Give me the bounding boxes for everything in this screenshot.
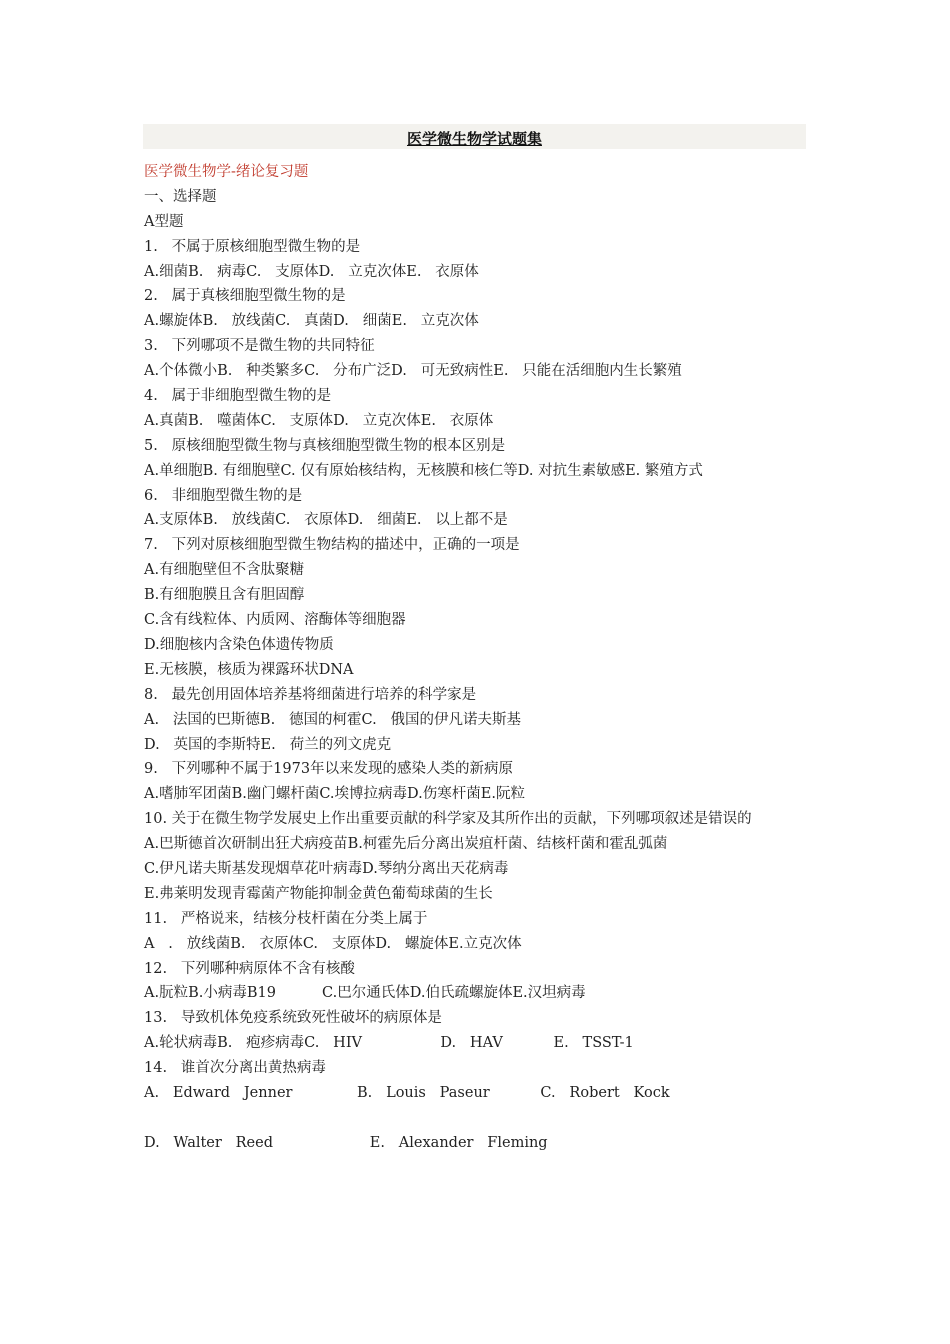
text-line: 14. 谁首次分离出黄热病毒: [144, 1060, 326, 1077]
text-line: E.无核膜，核质为裸露环状DNA: [144, 661, 354, 678]
text-line: A.螺旋体B. 放线菌C. 真菌D. 细菌E. 立克次体: [144, 313, 479, 330]
text-line: A.嗜肺军团菌B.幽门螺杆菌C.埃博拉病毒D.伤寒杆菌E.阮粒: [144, 786, 525, 803]
text-line: A . 放线菌B. 衣原体C. 支原体D. 螺旋体E.立克次体: [144, 935, 522, 952]
doc-body: [144, 160, 808, 1156]
text-line: D.细胞核内含染色体遗传物质: [144, 636, 334, 653]
text-line: 5. 原核细胞型微生物与真核细胞型微生物的根本区别是: [144, 437, 506, 454]
text-line: A.细菌B. 病毒C. 支原体D. 立克次体E. 衣原体: [144, 263, 479, 280]
text-line: A.巴斯德首次研制出狂犬病疫苗B.柯霍先后分离出炭疽杆菌、结核杆菌和霍乱弧菌: [144, 836, 668, 853]
text-line: 3. 下列哪项不是微生物的共同特征: [144, 338, 375, 355]
text-line: 8. 最先创用固体培养基将细菌进行培养的科学家是: [144, 686, 477, 703]
text-line: 11. 严格说来，结核分枝杆菌在分类上属于: [144, 910, 428, 927]
text-line: A.朊粒B.小病毒B19 C.巴尔通氏体D.伯氏疏螺旋体E.汉坦病毒: [144, 985, 586, 1002]
text-line: 7. 下列对原核细胞型微生物结构的描述中，正确的一项是: [144, 537, 520, 554]
text-line: B.有细胞膜且含有胆固醇: [144, 587, 305, 604]
section-heading: 医学微生物学-绪论复习题: [144, 164, 309, 180]
text-line: D. 英国的李斯特E. 荷兰的列文虎克: [144, 736, 392, 753]
text-line: 12. 下列哪种病原体不含有核酸: [144, 960, 355, 977]
text-line: 13. 导致机体免疫系统致死性破坏的病原体是: [144, 1010, 442, 1027]
title-bar: [143, 124, 806, 149]
text-line: 9. 下列哪种不属于1973年以来发现的感染人类的新病原: [144, 761, 514, 778]
blank-line: [144, 1106, 808, 1131]
text-line: 1. 不属于原核细胞型微生物的是: [144, 238, 361, 255]
text-line: 6. 非细胞型微生物的是: [144, 487, 303, 504]
question-type: A型题: [144, 213, 184, 230]
text-line: E.弗莱明发现青霉菌产物能抑制金黄色葡萄球菌的生长: [144, 885, 493, 902]
text-line: A.有细胞壁但不含肽聚糖: [144, 562, 305, 579]
text-line: C.含有线粒体、内质网、溶酶体等细胞器: [144, 612, 406, 629]
part-heading: 一、选择题: [144, 188, 217, 205]
text-line: A.轮状病毒B. 疱疹病毒C. HIV D. HAV E. TSST-1: [144, 1035, 634, 1052]
text-line: A.个体微小B. 种类繁多C. 分布广泛D. 可无致病性E. 只能在活细胞内生长繁殖: [144, 363, 682, 380]
text-line: A. 法国的巴斯德B. 德国的柯霍C. 俄国的伊凡诺夫斯基: [144, 711, 522, 728]
text-line: A. Edward Jenner B. Louis Paseur C. Robert Kock: [144, 1084, 670, 1101]
text-line: A.支原体B. 放线菌C. 衣原体D. 细菌E. 以上都不是: [144, 512, 508, 529]
text-line: C.伊凡诺夫斯基发现烟草花叶病毒D.琴纳分离出天花病毒: [144, 860, 509, 877]
doc-title: 医学微生物学试题集: [406, 130, 542, 148]
text-line: A.单细胞B. 有细胞壁C. 仅有原始核结构，无核膜和核仁等D. 对抗生素敏感E. 繁殖方式: [144, 462, 703, 479]
text-line: A.真菌B. 噬菌体C. 支原体D. 立克次体E. 衣原体: [144, 412, 494, 429]
text-line: 10. 关于在微生物学发展史上作出重要贡献的科学家及其所作出的贡献，下列哪项叙述是错误的: [144, 811, 752, 828]
text-line: 2. 属于真核细胞型微生物的是: [144, 288, 346, 305]
text-line: D. Walter Reed E. Alexander Fleming: [144, 1134, 548, 1151]
text-line: 4. 属于非细胞型微生物的是: [144, 388, 332, 405]
